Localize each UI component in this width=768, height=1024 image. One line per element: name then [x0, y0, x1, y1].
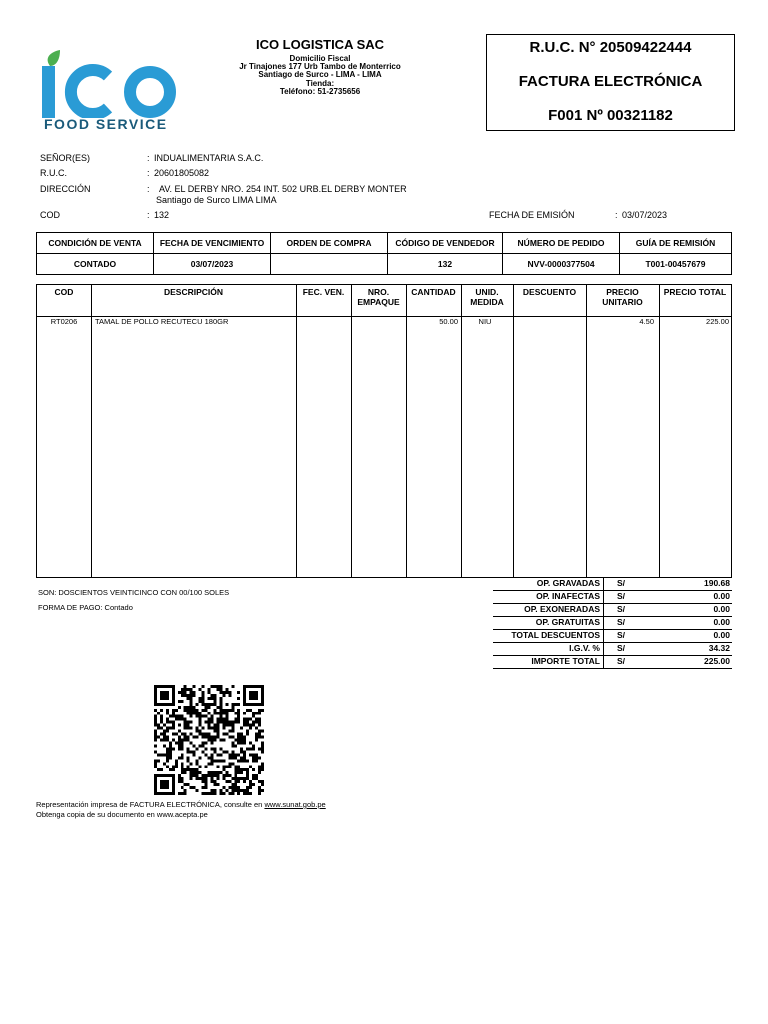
- guia-remision: T001-00457679: [620, 254, 732, 275]
- total-value: 0.00: [713, 591, 730, 601]
- codigo-vendedor: 132: [388, 254, 503, 275]
- total-value: 34.32: [708, 643, 730, 653]
- total-label: IMPORTE TOTAL: [531, 656, 600, 666]
- col-cod: COD: [54, 287, 74, 297]
- total-row: [493, 591, 732, 604]
- direccion-colon: :: [147, 184, 150, 194]
- total-label: TOTAL DESCUENTOS: [511, 630, 600, 640]
- footer-text-1: Representación impresa de FACTURA ELECTRÓNICA, consulte en: [36, 800, 265, 809]
- col-precio-total: PRECIO TOTAL: [663, 287, 727, 297]
- total-row: [493, 643, 732, 656]
- fecha-colon: :: [615, 210, 618, 220]
- amount-in-words: SON: DOSCIENTOS VEINTICINCO CON 00/100 SOLES: [38, 588, 230, 597]
- cod-colon: :: [147, 210, 150, 220]
- senor-value: INDUALIMENTARIA S.A.C.: [154, 153, 264, 163]
- conditions-table: [36, 232, 732, 275]
- total-value: 0.00: [713, 617, 730, 627]
- row-precio-total: 225.00: [706, 317, 729, 326]
- company-phone: Teléfono: 51-2735656: [279, 87, 361, 97]
- qr-code: [154, 685, 264, 795]
- total-label: I.G.V. %: [569, 643, 600, 653]
- total-value: 0.00: [713, 630, 730, 640]
- ruc-number: R.U.C. N° 20509422444: [529, 39, 692, 56]
- total-row: [493, 630, 732, 643]
- senor-label: SEÑOR(ES): [40, 153, 91, 163]
- total-currency: S/: [617, 604, 626, 614]
- items-table: [36, 284, 732, 578]
- total-currency: S/: [617, 617, 626, 627]
- numero-pedido: NVV-0000377504: [503, 254, 620, 275]
- fiscal-label: Domicilio Fiscal: [289, 53, 351, 63]
- col-descuento: DESCUENTO: [522, 287, 577, 297]
- total-label: OP. INAFECTAS: [536, 591, 600, 601]
- payment-method: FORMA DE PAGO: Contado: [38, 603, 133, 612]
- total-row: [493, 604, 732, 617]
- row-unidad: NIU: [478, 317, 492, 326]
- ruc-colon: :: [147, 168, 150, 178]
- col-unid-medida: [461, 288, 513, 308]
- total-label: OP. GRATUITAS: [535, 617, 600, 627]
- col-descripcion: DESCRIPCIÓN: [163, 287, 224, 297]
- fecha-emision-value: 03/07/2023: [622, 210, 668, 220]
- col-nro-line1: NRO.: [367, 287, 390, 297]
- total-label: OP. EXONERADAS: [524, 604, 600, 614]
- logo-subtitle: FOOD SERVICE: [44, 116, 168, 132]
- ruc-label: R.U.C.: [40, 168, 67, 178]
- cond-header: ORDEN DE COMPRA: [271, 233, 388, 254]
- total-row: [493, 656, 732, 669]
- footer-line-2: Obtenga copia de su documento en www.acepta.pe: [36, 809, 208, 819]
- sunat-link[interactable]: www.sunat.gob.pe: [264, 800, 326, 809]
- row-descripcion: TAMAL DE POLLO RECUTECU 180GR: [95, 317, 229, 326]
- company-address-2: Santiago de Surco - LIMA - LIMA: [258, 70, 382, 80]
- col-unid-line1: UNID.: [475, 287, 499, 297]
- col-cantidad: CANTIDAD: [411, 287, 456, 297]
- cond-header: GUÍA DE REMISIÓN: [620, 233, 732, 254]
- company-address-1: Jr Tinajones 177 Urb Tambo de Monterrico: [239, 62, 401, 72]
- total-currency: S/: [617, 591, 626, 601]
- total-value: 0.00: [713, 604, 730, 614]
- ico-logo: [40, 48, 180, 118]
- total-row: [493, 578, 732, 591]
- col-precio-unitario: [586, 288, 659, 308]
- fecha-vencimiento: 03/07/2023: [154, 254, 271, 275]
- direccion-value-2: Santiago de Surco LIMA LIMA: [156, 195, 277, 205]
- client-ruc: 20601805082: [154, 168, 210, 178]
- total-currency: S/: [617, 656, 626, 666]
- col-precio-line2: UNITARIO: [602, 296, 643, 307]
- fecha-emision-label: FECHA DE EMISIÓN: [489, 210, 575, 220]
- cond-header: NÚMERO DE PEDIDO: [503, 233, 620, 254]
- total-currency: S/: [617, 643, 626, 653]
- col-nro-line2: EMPAQUE: [357, 296, 400, 307]
- total-label: OP. GRAVADAS: [536, 578, 600, 588]
- total-currency: S/: [617, 630, 626, 640]
- direccion-label: DIRECCIÓN: [40, 184, 91, 194]
- col-fec-ven: FEC. VEN.: [302, 287, 345, 297]
- total-value: 190.68: [704, 578, 730, 588]
- senor-colon: :: [147, 153, 150, 163]
- footer-line-1: [36, 800, 326, 810]
- total-row: [493, 617, 732, 630]
- ruc-box: [486, 34, 735, 131]
- footer: [36, 800, 326, 820]
- row-precio-unitario: 4.50: [639, 317, 654, 326]
- total-value: 225.00: [704, 656, 730, 666]
- row-cantidad: 50.00: [439, 317, 458, 326]
- total-currency: S/: [617, 578, 626, 588]
- totals-block: [493, 578, 732, 669]
- invoice-number: F001 Nº 00321182: [548, 107, 673, 124]
- company-name: ICO LOGISTICA SAC: [255, 37, 385, 52]
- orden-compra: [271, 254, 388, 275]
- col-unid-line2: MEDIDA: [470, 296, 504, 307]
- cod-label: COD: [40, 210, 60, 220]
- direccion-value-1: AV. EL DERBY NRO. 254 INT. 502 URB.EL DERBY MONTER: [159, 184, 407, 194]
- cond-header: CONDICIÓN DE VENTA: [37, 233, 154, 254]
- col-precio-line1: PRECIO: [606, 287, 639, 297]
- condicion-venta: CONTADO: [37, 254, 154, 275]
- company-header: [228, 38, 412, 97]
- col-nro-empaque: [351, 288, 406, 308]
- cond-header: CÓDIGO DE VENDEDOR: [388, 233, 503, 254]
- document-type: FACTURA ELECTRÓNICA: [518, 73, 703, 90]
- cond-header: FECHA DE VENCIMIENTO: [154, 233, 271, 254]
- cod-value: 132: [154, 210, 170, 220]
- company-store: Tienda:: [305, 78, 335, 88]
- row-cod: RT0206: [50, 317, 78, 326]
